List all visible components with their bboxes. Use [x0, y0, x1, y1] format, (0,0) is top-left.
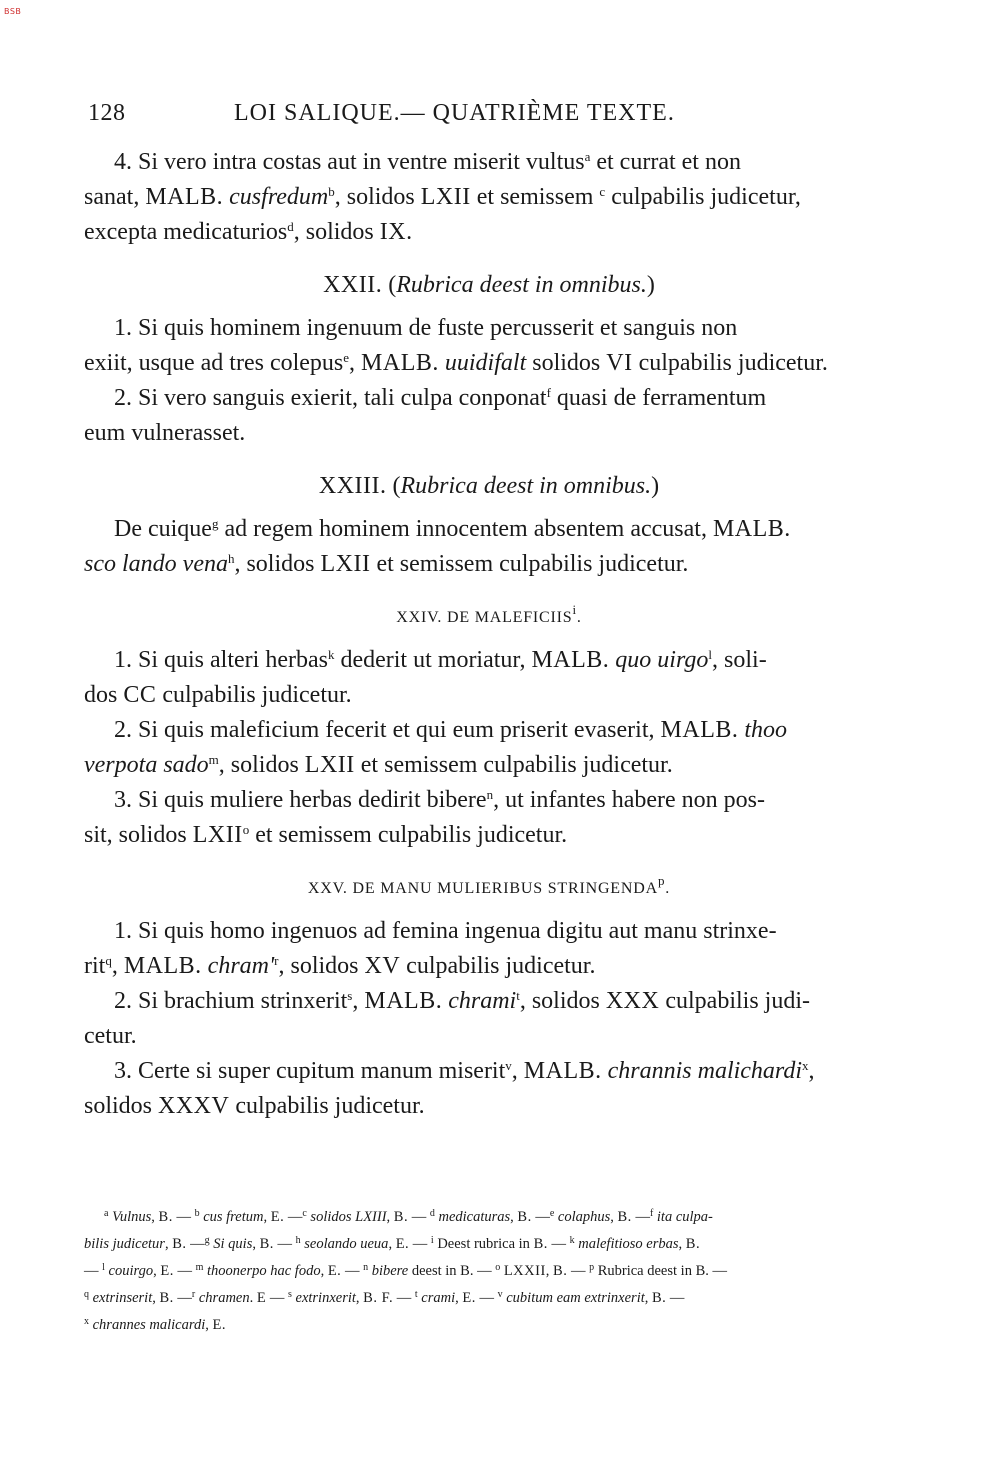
section-heading-xxiii	[84, 469, 894, 504]
manuscript-siglum: B.	[158, 1209, 173, 1225]
note-mark: n	[363, 1262, 369, 1273]
text: ad regem hominem innocentem absentem accusat,	[218, 516, 713, 542]
malb-marker: MALB.	[712, 516, 791, 542]
note-text: thoonerpo hac fodo	[207, 1263, 321, 1279]
note-mark: h	[295, 1235, 301, 1246]
footnote-ref: n	[486, 787, 494, 802]
manuscript-siglum: B.	[685, 1236, 701, 1252]
text: quasi de ferramentum	[550, 385, 767, 411]
rubric-note: Rubrica deest in omnibus.	[400, 473, 652, 499]
note-text: colaphus	[557, 1209, 611, 1225]
text: , solidos	[234, 551, 321, 577]
text-line	[84, 678, 894, 713]
section-heading-xxv	[84, 871, 894, 906]
footnote-ref: m	[208, 752, 219, 767]
manuscript-siglum: B.	[533, 1236, 548, 1252]
footnote-ref: c	[599, 184, 606, 199]
note-mark: f	[649, 1208, 654, 1219]
note-mark: g	[204, 1235, 210, 1246]
note-text: bilis judicetur	[84, 1236, 165, 1252]
manuscript-siglum: E.	[462, 1290, 476, 1306]
text: culpabilis judicetur.	[229, 1093, 425, 1119]
text-line	[84, 512, 894, 547]
note-text: LXXII	[503, 1263, 546, 1279]
text: .	[406, 219, 413, 245]
text-line	[84, 346, 894, 381]
text-line	[84, 949, 894, 984]
note-text: chrannes malicardi	[92, 1317, 206, 1333]
malb-marker: MALB.	[364, 988, 443, 1014]
footnote-ref: g	[211, 516, 219, 531]
text: culpabilis judicetur.	[632, 350, 828, 376]
note-mark: x	[84, 1316, 89, 1327]
malb-marker: MALB.	[361, 350, 439, 376]
text: 1. Si quis alteri herbas	[114, 647, 328, 673]
text: , solidos	[293, 219, 380, 245]
text: dos	[84, 682, 124, 708]
text-line	[84, 145, 894, 180]
text: 2. Si brachium strinxerit	[114, 988, 348, 1014]
roman-numeral: LXII	[192, 822, 243, 848]
note-mark: o	[495, 1262, 501, 1273]
text: , soli-	[712, 647, 767, 673]
text: rit	[84, 953, 106, 979]
text: sit, solidos	[84, 822, 193, 848]
section-title: XXV. DE MANU MULIERIBUS STRINGENDA	[307, 880, 658, 897]
malb-marker: MALB.	[123, 953, 202, 979]
manuscript-siglum: B.	[159, 1290, 174, 1306]
text: )	[651, 473, 660, 499]
manuscript-siglum: B.	[259, 1236, 274, 1252]
text-line	[84, 1089, 894, 1124]
text-line	[84, 984, 894, 1019]
text: (	[382, 272, 397, 298]
text: ,	[511, 1058, 524, 1084]
malb-marker: MALB.	[660, 717, 739, 743]
footnote-ref: q	[105, 953, 112, 968]
footnote-line: $^q$ extrinserit, B. —$^r$ chramen. E — $^s$ extrinxerit, B. F. — $^t$ crami, E. — $^v$ cubitum eam extrinxerit, B. —	[84, 1289, 685, 1306]
manuscript-siglum: B.	[553, 1263, 568, 1279]
malb-marker: MALB.	[523, 1058, 602, 1084]
note-mark: s	[287, 1289, 292, 1300]
text: culpabilis judicetur.	[156, 682, 352, 708]
text: 1. Si quis hominem ingenuum de fuste percusserit et sanguis non	[114, 315, 738, 341]
malberg-gloss: verpota sado	[84, 752, 209, 778]
text-line	[84, 381, 894, 416]
note-mark: q	[84, 1289, 89, 1300]
text-line	[84, 1019, 894, 1054]
text: solidos	[84, 1093, 159, 1119]
manuscript-siglum: E.	[270, 1209, 285, 1225]
text: 1. Si quis homo ingenuos ad femina ingenua digitu aut manu strinxe-	[114, 918, 777, 944]
footnote-line: $^a$ Vulnus, B. — $^b$ cus fretum, E. —$^c$ solidos LXIII, B. — $^d$ medicaturas, B. —$^e$ colaphus, B. —$^f$ ita culpa-	[104, 1208, 713, 1225]
text: (	[386, 473, 401, 499]
roman-numeral: XXXV	[158, 1093, 230, 1119]
rubric-note: Rubrica deest in omnibus.	[396, 272, 647, 298]
text: culpabilis judicetur.	[400, 953, 596, 979]
malberg-gloss: chrannis malichardi	[607, 1058, 803, 1084]
text: sanat,	[84, 184, 146, 210]
roman-numeral: XXX	[605, 988, 660, 1014]
text: , solidos	[218, 752, 305, 778]
footnote-ref: l	[708, 647, 713, 662]
text-line	[84, 818, 894, 853]
note-text: seolando ueua	[304, 1236, 389, 1252]
malb-marker: MALB.	[145, 184, 224, 210]
note-text: cubitum eam extrinxerit	[506, 1290, 645, 1306]
text-line	[84, 311, 894, 346]
text: et semissem culpabilis judicetur.	[249, 822, 568, 848]
note-text: chramen	[198, 1290, 250, 1306]
text: .	[576, 609, 582, 626]
text-line	[84, 748, 894, 783]
note-text: malefitioso erbas	[578, 1236, 679, 1252]
footnote-ref: h	[227, 551, 235, 566]
text-line	[84, 914, 894, 949]
text: ,	[349, 350, 362, 376]
text: ,	[111, 953, 124, 979]
text: , ut infantes habere non pos-	[493, 787, 765, 813]
text-line	[84, 215, 894, 250]
page-number: 128	[88, 100, 126, 126]
text: 3. Certe si super cupitum manum miserit	[114, 1058, 506, 1084]
section-title: XXIV. DE MALEFICIIS	[396, 609, 573, 626]
text: cetur.	[84, 1023, 137, 1049]
note-text: solidos LXIII	[310, 1209, 387, 1225]
note-text: bibere	[371, 1263, 409, 1279]
footnote-ref: r	[274, 953, 279, 968]
text-line	[84, 783, 894, 818]
manuscript-siglum: B.	[617, 1209, 632, 1225]
manuscript-siglum: E.	[212, 1317, 226, 1333]
footnote-line: bilis judicetur, B. —$^g$ Si quis, B. — $^h$ seolando ueua, E. — $^i$ Deest rubrica in B. — $^k$ malefitioso erbas, B.	[84, 1235, 701, 1252]
section-heading-xxii	[84, 268, 894, 303]
text: , solidos	[334, 184, 421, 210]
footnote-ref: v	[505, 1058, 512, 1073]
footnote-line: $^x$ chrannes malicardi, E.	[84, 1316, 226, 1333]
footnote-ref: s	[347, 988, 353, 1003]
text-line	[84, 547, 894, 582]
text: De cuique	[114, 516, 212, 542]
note-text: extrinserit	[92, 1290, 153, 1306]
manuscript-siglum: B.	[172, 1236, 187, 1252]
note-mark: v	[497, 1289, 503, 1300]
text: 3. Si quis muliere herbas dedirit bibere	[114, 787, 487, 813]
text: 4. Si vero intra costas aut in ventre miserit vultus	[114, 149, 585, 175]
malberg-gloss: chram'	[207, 953, 275, 979]
footnote-ref: e	[343, 350, 350, 365]
note-mark: p	[589, 1262, 595, 1273]
manuscript-siglum: E.	[160, 1263, 174, 1279]
note-text: extrinxerit	[295, 1290, 356, 1306]
page-header	[88, 100, 738, 134]
text: excepta medicaturios	[84, 219, 288, 245]
malberg-gloss: chrami	[448, 988, 517, 1014]
note-mark: m	[195, 1262, 204, 1273]
roman-numeral: IX	[379, 219, 407, 245]
watermark: BSB	[4, 7, 22, 16]
roman-numeral: LXII	[420, 184, 471, 210]
note-mark: c	[302, 1208, 307, 1219]
footnote-ref: o	[242, 822, 250, 837]
text: ,	[352, 988, 365, 1014]
section-heading-xxiv	[84, 600, 894, 635]
malberg-gloss: sco lando vena	[84, 551, 228, 577]
text: et currat et non	[590, 149, 741, 175]
text: eum vulnerasset.	[84, 420, 246, 446]
note-mark: d	[429, 1208, 435, 1219]
section-number: XXII.	[323, 272, 383, 298]
malberg-gloss: thoo	[744, 717, 788, 743]
manuscript-siglum: E.	[395, 1236, 410, 1252]
manuscript-siglum: E.	[327, 1263, 342, 1279]
text: exiit, usque ad tres colepus	[84, 350, 344, 376]
footnote-ref: p	[657, 873, 666, 888]
note-text: deest in B.	[411, 1263, 474, 1279]
footnote-ref: a	[584, 149, 591, 164]
roman-numeral: CC	[123, 682, 157, 708]
text-line	[84, 713, 894, 748]
malberg-gloss: uuidifalt	[444, 350, 527, 376]
roman-numeral: XV	[364, 953, 401, 979]
roman-numeral: LXII	[304, 752, 355, 778]
note-mark: e	[549, 1208, 555, 1219]
malberg-gloss: cusfredum	[229, 184, 329, 210]
footnote-ref: t	[516, 988, 520, 1003]
manuscript-siglum: B.	[393, 1209, 409, 1225]
note-mark: i	[430, 1235, 434, 1246]
section-number: XXIII.	[318, 473, 387, 499]
manuscript-siglum: B. F.	[363, 1290, 394, 1306]
text-line	[84, 180, 894, 215]
footnote-ref: f	[546, 385, 551, 400]
text: et semissem	[470, 184, 600, 210]
footnote-ref: x	[802, 1058, 809, 1073]
text: et semissem culpabilis judicetur.	[354, 752, 673, 778]
text: , solidos	[278, 953, 365, 979]
footnotes	[84, 1204, 894, 1339]
note-text: cus fretum	[203, 1209, 264, 1225]
footnote-ref: i	[572, 602, 577, 617]
text: .	[665, 880, 671, 897]
running-title: LOI SALIQUE.— QUATRIÈME TEXTE.	[234, 100, 675, 126]
note-mark: a	[104, 1208, 109, 1219]
note-mark: k	[569, 1235, 575, 1246]
note-text: Vulnus	[112, 1209, 152, 1225]
manuscript-siglum: B.	[517, 1209, 532, 1225]
note-mark: t	[414, 1289, 418, 1300]
text-line	[84, 416, 894, 451]
text: solidos	[526, 350, 607, 376]
footnote-ref: d	[287, 219, 294, 234]
note-mark: l	[102, 1262, 105, 1273]
text-line	[84, 643, 894, 678]
manuscript-siglum: B.	[652, 1290, 667, 1306]
text: culpabilis judi-	[659, 988, 810, 1014]
note-text: Deest rubrica in	[437, 1236, 530, 1252]
note-mark: b	[194, 1208, 200, 1219]
text-line	[84, 1054, 894, 1089]
note-text: ita culpa-	[656, 1209, 713, 1225]
note-text: couirgo	[108, 1263, 154, 1279]
malb-marker: MALB.	[531, 647, 610, 673]
roman-numeral: VI	[606, 350, 633, 376]
manuscript-siglum: E	[256, 1290, 267, 1306]
footnote-ref: k	[327, 647, 335, 662]
roman-numeral: LXII	[320, 551, 371, 577]
note-mark: r	[191, 1289, 196, 1300]
text: , solidos	[519, 988, 606, 1014]
text: )	[646, 272, 655, 298]
text: et semissem culpabilis judicetur.	[370, 551, 689, 577]
note-text: crami	[421, 1290, 456, 1306]
note-text: medicaturas	[438, 1209, 511, 1225]
main-text	[84, 145, 894, 1124]
footnote-line: — $^l$ couirgo, E. — $^m$ thoonerpo hac fodo, E. — $^n$ bibere deest in B. — $^o$ LXXII, B. — $^p$ Rubrica deest in B. —	[84, 1262, 727, 1279]
text: 2. Si quis maleficium fecerit et qui eum priserit evaserit,	[114, 717, 661, 743]
text: culpabilis judicetur,	[605, 184, 801, 210]
note-text: Si quis	[213, 1236, 253, 1252]
text: ,	[808, 1058, 815, 1084]
text: dederit ut moriatur,	[334, 647, 532, 673]
footnote-ref: b	[328, 184, 335, 199]
malberg-gloss: quo uirgo	[615, 647, 709, 673]
note-text: Rubrica deest in B.	[597, 1263, 709, 1279]
text: 2. Si vero sanguis exierit, tali culpa conponat	[114, 385, 547, 411]
